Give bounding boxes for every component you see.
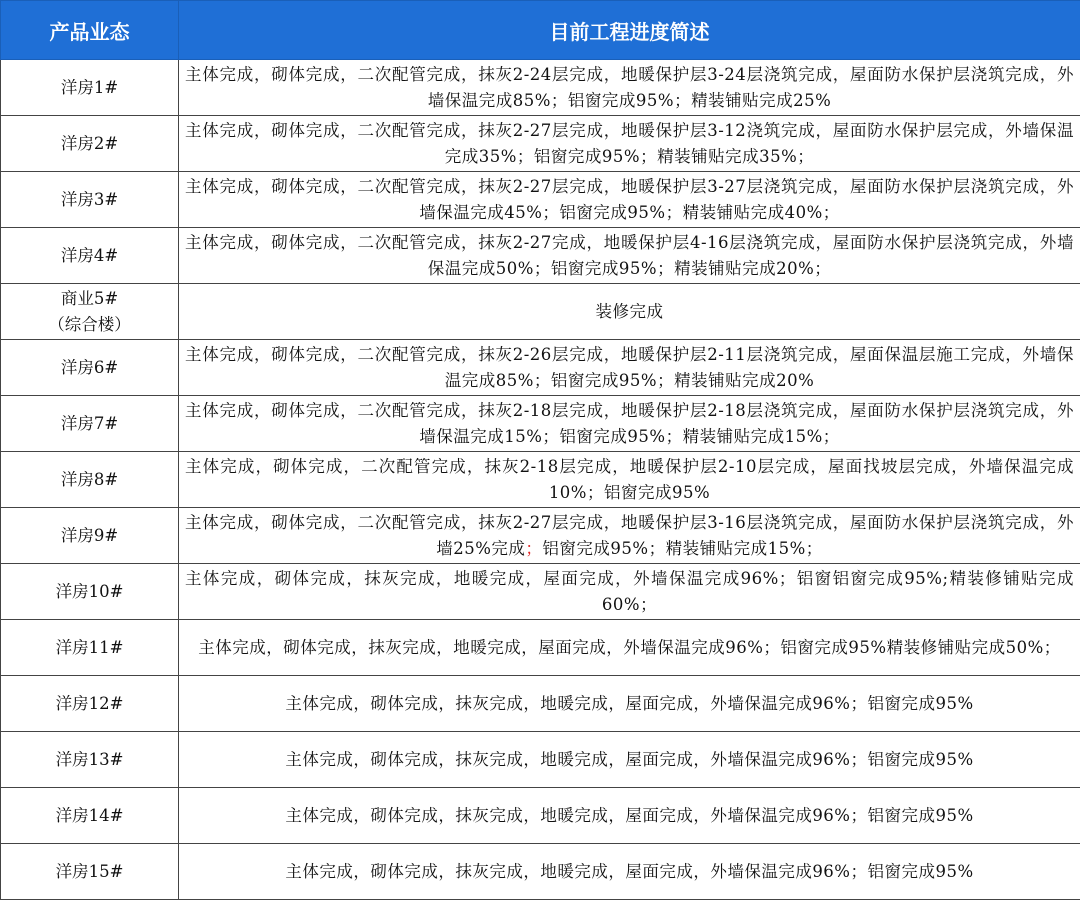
product-cell: 洋房1# — [1, 60, 179, 116]
product-cell: 洋房2# — [1, 116, 179, 172]
table-row — [1, 620, 1080, 676]
progress-cell: 主体完成，砌体完成，抹灰完成，地暖完成，屋面完成，外墙保温完成96%；铝窗铝窗完成95%;精装修铺贴完成60%； — [179, 564, 1080, 620]
table-row — [1, 788, 1080, 844]
table-row — [1, 396, 1080, 452]
product-cell: 洋房6# — [1, 340, 179, 396]
progress-text: 主体完成，砌体完成，二次配管完成，抹灰2-27层完成，地暖保护层3-16层浇筑完成，屋面防水保护层浇筑完成，外墙25%完成 — [185, 512, 1074, 558]
table-row — [1, 508, 1080, 564]
progress-cell: 主体完成，砌体完成，二次配管完成，抹灰2-27完成，地暖保护层4-16层浇筑完成，屋面防水保护层浇筑完成，外墙保温完成50%；铝窗完成95%；精装铺贴完成20%； — [179, 228, 1080, 284]
product-cell: 洋房12# — [1, 676, 179, 732]
product-cell: 商业5# （综合楼） — [1, 284, 179, 340]
progress-cell: 装修完成 — [179, 284, 1080, 340]
product-cell: 洋房13# — [1, 732, 179, 788]
table-row — [1, 228, 1080, 284]
product-cell: 洋房11# — [1, 620, 179, 676]
header-row — [1, 1, 1080, 60]
product-cell: 洋房15# — [1, 844, 179, 900]
progress-cell — [179, 508, 1080, 564]
progress-text: 铝窗完成95%；精装铺贴完成15%； — [542, 538, 823, 558]
progress-cell: 主体完成，砌体完成，抹灰完成，地暖完成，屋面完成，外墙保温完成96%；铝窗完成95% — [179, 788, 1080, 844]
progress-cell: 主体完成，砌体完成，抹灰完成，地暖完成，屋面完成，外墙保温完成96%；铝窗完成95%精装修铺贴完成50%； — [179, 620, 1080, 676]
progress-cell: 主体完成，砌体完成，抹灰完成，地暖完成，屋面完成，外墙保温完成96%；铝窗完成95% — [179, 732, 1080, 788]
product-cell: 洋房14# — [1, 788, 179, 844]
progress-cell: 主体完成，砌体完成，二次配管完成，抹灰2-27层完成，地暖保护层3-12浇筑完成，屋面防水保护层完成，外墙保温完成35%；铝窗完成95%；精装铺贴完成35%； — [179, 116, 1080, 172]
table-row — [1, 60, 1080, 116]
header-progress: 目前工程进度简述 — [179, 1, 1080, 60]
progress-cell: 主体完成，砌体完成，二次配管完成，抹灰2-27层完成，地暖保护层3-27层浇筑完成，屋面防水保护层浇筑完成，外墙保温完成45%；铝窗完成95%；精装铺贴完成40%； — [179, 172, 1080, 228]
progress-cell: 主体完成，砌体完成，二次配管完成，抹灰2-24层完成，地暖保护层3-24层浇筑完成，屋面防水保护层浇筑完成，外墙保温完成85%；铝窗完成95%；精装铺贴完成25% — [179, 60, 1080, 116]
table-row — [1, 172, 1080, 228]
header-product: 产品业态 — [1, 1, 179, 60]
progress-cell: 主体完成，砌体完成，二次配管完成，抹灰2-18层完成，地暖保护层2-18层浇筑完成，屋面防水保护层浇筑完成，外墙保温完成15%；铝窗完成95%；精装铺贴完成15%； — [179, 396, 1080, 452]
table-row — [1, 676, 1080, 732]
red-semicolon: ； — [525, 538, 543, 558]
product-cell: 洋房10# — [1, 564, 179, 620]
progress-cell: 主体完成，砌体完成，二次配管完成，抹灰2-18层完成，地暖保护层2-10层完成，屋面找坡层完成，外墙保温完成10%；铝窗完成95% — [179, 452, 1080, 508]
table-row — [1, 732, 1080, 788]
product-cell: 洋房9# — [1, 508, 179, 564]
table-row — [1, 116, 1080, 172]
table-row — [1, 564, 1080, 620]
product-cell: 洋房8# — [1, 452, 179, 508]
table-row — [1, 452, 1080, 508]
product-cell: 洋房4# — [1, 228, 179, 284]
table-row — [1, 284, 1080, 340]
progress-cell: 主体完成，砌体完成，抹灰完成，地暖完成，屋面完成，外墙保温完成96%；铝窗完成95% — [179, 676, 1080, 732]
product-cell: 洋房7# — [1, 396, 179, 452]
table-row — [1, 340, 1080, 396]
product-cell: 洋房3# — [1, 172, 179, 228]
progress-cell: 主体完成，砌体完成，抹灰完成，地暖完成，屋面完成，外墙保温完成96%；铝窗完成95% — [179, 844, 1080, 900]
progress-cell: 主体完成，砌体完成，二次配管完成，抹灰2-26层完成，地暖保护层2-11层浇筑完成，屋面保温层施工完成，外墙保温完成85%；铝窗完成95%；精装铺贴完成20% — [179, 340, 1080, 396]
table-row — [1, 844, 1080, 900]
